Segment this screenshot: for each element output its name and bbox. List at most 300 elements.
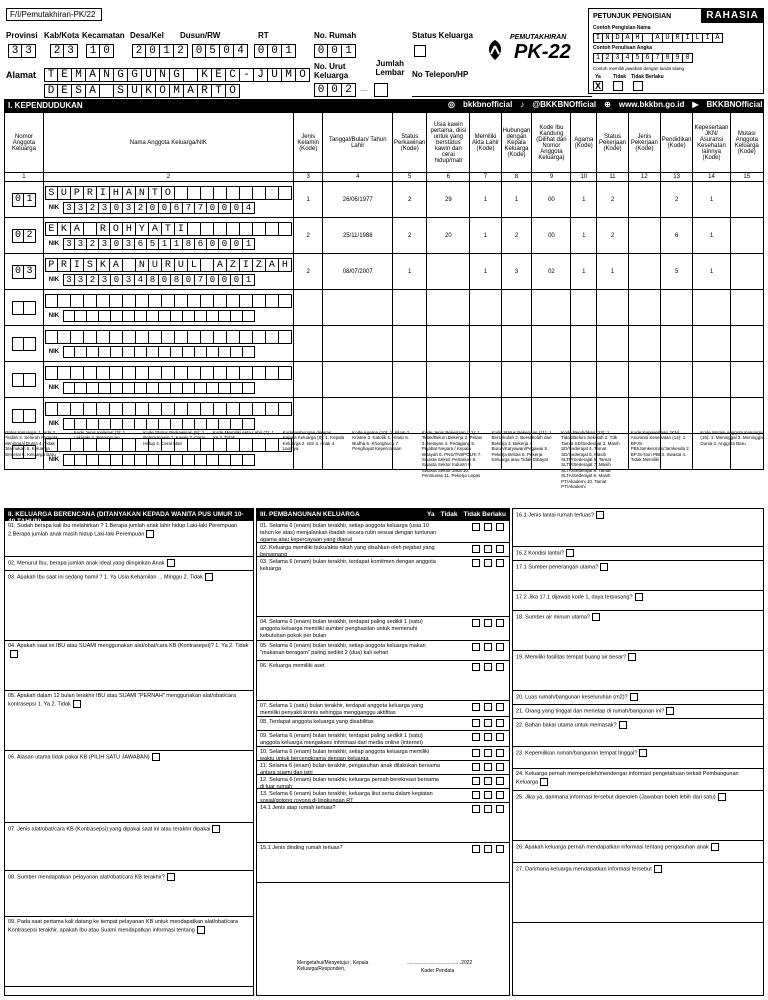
nik-cell: 3 <box>123 202 135 214</box>
nik-cell <box>87 418 99 430</box>
name-cell <box>266 294 279 308</box>
cell-agama[interactable] <box>571 326 597 362</box>
cell-mutasi[interactable] <box>730 218 764 254</box>
norumah-label: No. Rumah <box>314 31 357 40</box>
answer-checkbox[interactable] <box>472 845 480 853</box>
answer-checkbox[interactable] <box>484 777 492 785</box>
nik-field[interactable] <box>63 202 255 214</box>
answer-checkbox[interactable] <box>484 703 492 711</box>
col-header: Status Perkawinan (Kode) <box>393 113 427 173</box>
name-field[interactable] <box>45 186 292 200</box>
answer-checkbox[interactable] <box>472 643 480 651</box>
cell-ibu[interactable]: 00 <box>532 218 571 254</box>
name-cell <box>253 402 266 416</box>
cell-jkn[interactable] <box>693 290 730 326</box>
name-field[interactable] <box>45 294 292 308</box>
cell-pendidikan[interactable] <box>660 398 693 434</box>
cell-jenis_kerja[interactable] <box>628 326 660 362</box>
nik-field[interactable] <box>63 418 255 430</box>
name-cell <box>175 330 188 344</box>
cell-agama[interactable] <box>571 290 597 326</box>
tiktok-icon: ♪ <box>520 100 525 109</box>
answer-checkbox[interactable] <box>146 530 154 538</box>
cell-ibu[interactable]: 00 <box>532 182 571 218</box>
anggota-number-field[interactable] <box>6 373 42 387</box>
answer-checkbox[interactable] <box>496 523 504 531</box>
cell-hub[interactable] <box>501 326 532 362</box>
cell-mutasi[interactable] <box>730 182 764 218</box>
answer-checkbox[interactable] <box>619 721 627 729</box>
alamat-cell: A <box>86 68 100 82</box>
cell-usia[interactable] <box>427 398 470 434</box>
contoh-angka-cell: 9 <box>673 53 683 63</box>
cell-kawin[interactable] <box>393 326 427 362</box>
cell-agama[interactable] <box>571 398 597 434</box>
answer-checkbox[interactable] <box>566 549 574 557</box>
kecamatan-field[interactable]: 1 0 <box>86 44 114 58</box>
jumlah-lembar-box[interactable] <box>374 83 388 97</box>
nik-cell <box>123 382 135 394</box>
cell-usia[interactable] <box>427 362 470 398</box>
rt-field[interactable]: 0 0 1 <box>254 44 296 58</box>
name-cell <box>227 366 240 380</box>
nik-cell <box>123 310 135 322</box>
contoh-box-tidak <box>613 81 623 91</box>
notelp-field[interactable] <box>412 96 592 97</box>
name-cell <box>149 330 162 344</box>
answer-checkbox[interactable] <box>484 663 492 671</box>
cell-pendidikan[interactable] <box>660 326 693 362</box>
answer-checkbox[interactable] <box>167 873 175 881</box>
name-field[interactable] <box>45 402 292 416</box>
answer-checkbox[interactable] <box>472 777 480 785</box>
name-cell <box>123 330 136 344</box>
section3 <box>256 508 510 996</box>
nik-cell: 0 <box>147 202 159 214</box>
cell-tgl[interactable] <box>323 398 393 434</box>
nik-field[interactable] <box>63 274 255 286</box>
name-cell <box>97 294 110 308</box>
alamat-cell: T <box>44 68 58 82</box>
cell-status_kerja[interactable]: 2 <box>597 218 629 254</box>
cell-status_kerja[interactable]: 2 <box>597 182 629 218</box>
name-cell <box>279 186 292 200</box>
legend-item: Kode Pendidikan (13): 1. Tidak/Belum Sekolah 2. Tdk Tamat SD/Sederajat 3. Masih SD/Sederajat 4. Tamat SD/Sederajat 5. Masih SLTP/Sederajat 6. Tamat SLTP/Sederajat 7. Masih SLTA/Sederajat 8. Tamat SLTA/Sederajat 9. Masih PT/Akademi 10. Tamat PT/Akademi <box>561 430 620 489</box>
answer-checkbox[interactable] <box>592 613 600 621</box>
answer-checkbox[interactable] <box>496 749 504 757</box>
nik-field[interactable] <box>63 346 255 358</box>
cell-akta[interactable]: 1 <box>470 218 501 254</box>
name-cell <box>162 366 175 380</box>
answer-checkbox[interactable] <box>152 753 160 761</box>
cell-jk[interactable] <box>293 326 323 362</box>
nik-cell: 2 <box>135 202 147 214</box>
name-cell: H <box>279 258 292 272</box>
answer-checkbox[interactable] <box>496 619 504 627</box>
answer-checkbox[interactable] <box>205 573 213 581</box>
name-cell: A <box>149 222 162 236</box>
answer-checkbox[interactable] <box>472 719 480 727</box>
cell-agama[interactable]: 1 <box>571 218 597 254</box>
answer-checkbox[interactable] <box>496 777 504 785</box>
answer-checkbox[interactable] <box>472 805 480 813</box>
cell-jenis_kerja[interactable] <box>628 362 660 398</box>
name-cell <box>214 366 227 380</box>
answer-checkbox[interactable] <box>472 545 480 553</box>
name-cell <box>240 366 253 380</box>
cell-akta[interactable] <box>470 398 501 434</box>
kb-question <box>5 871 253 917</box>
answer-checkbox[interactable] <box>635 593 643 601</box>
nik-field[interactable] <box>63 310 255 322</box>
cell-pendidikan[interactable] <box>660 362 693 398</box>
rt-label: RT <box>258 31 269 40</box>
instagram-icon: ◎ <box>448 100 455 109</box>
cell-status_kerja[interactable] <box>597 290 629 326</box>
nik-cell <box>99 310 111 322</box>
answer-checkbox[interactable] <box>73 700 81 708</box>
anggota-number-field[interactable] <box>6 265 42 279</box>
answer-checkbox[interactable] <box>484 643 492 651</box>
col-header: Jenis Pekerjaan (Kode) <box>628 113 660 173</box>
alamat-cell: K <box>198 68 212 82</box>
cell-jkn[interactable]: 1 <box>693 254 730 290</box>
cell-akta[interactable]: 1 <box>470 254 501 290</box>
cell-jkn[interactable] <box>693 362 730 398</box>
answer-checkbox[interactable] <box>212 825 220 833</box>
norumah-field[interactable]: 0 0 1 <box>314 44 356 58</box>
desa-field[interactable]: 2 0 1 2 <box>132 44 188 58</box>
contoh-angka-cell: 5 <box>633 53 643 63</box>
cell-ibu[interactable]: 02 <box>532 254 571 290</box>
cell-agama[interactable]: 1 <box>571 254 597 290</box>
cell-hub[interactable]: 1 <box>501 182 532 218</box>
cell-pendidikan[interactable] <box>660 290 693 326</box>
name-cell: N <box>136 186 149 200</box>
table-row <box>5 362 764 398</box>
nik-cell <box>147 418 159 430</box>
answer-checkbox[interactable] <box>472 749 480 757</box>
contoh-angka-cells <box>593 53 693 63</box>
cell-ibu[interactable] <box>532 326 571 362</box>
name-cell: U <box>175 258 188 272</box>
pk-question <box>257 617 509 641</box>
cell-hub[interactable] <box>501 398 532 434</box>
nik-cell <box>63 418 75 430</box>
kabkota-field[interactable]: 2 3 <box>50 44 78 58</box>
answer-checkbox[interactable] <box>496 643 504 651</box>
cell-kawin[interactable] <box>393 398 427 434</box>
nik-cell <box>171 346 183 358</box>
kb-question <box>5 557 253 571</box>
cell-usia[interactable] <box>427 254 470 290</box>
name-cell <box>253 366 266 380</box>
cell-jenis_kerja[interactable] <box>628 182 660 218</box>
answer-checkbox[interactable] <box>484 523 492 531</box>
nik-cell <box>75 346 87 358</box>
nik-cell: 3 <box>123 238 135 250</box>
cell-jk[interactable]: 2 <box>293 218 323 254</box>
nik-label: NIK <box>48 348 60 355</box>
nik-cell <box>147 346 159 358</box>
answer-checkbox[interactable] <box>472 619 480 627</box>
answer-checkbox[interactable] <box>167 559 175 567</box>
name-cell <box>266 366 279 380</box>
name-field[interactable] <box>45 366 292 380</box>
cell-akta[interactable] <box>470 290 501 326</box>
cell-pendidikan[interactable]: 5 <box>660 254 693 290</box>
pk-question <box>257 543 509 557</box>
cell-jkn[interactable] <box>693 326 730 362</box>
cell-ibu[interactable] <box>532 398 571 434</box>
ya-label: Ya <box>595 74 601 80</box>
name-cell <box>110 330 123 344</box>
alamat-line1[interactable] <box>44 68 310 82</box>
cell-jk[interactable]: 1 <box>293 182 323 218</box>
cell-jkn[interactable]: 1 <box>693 182 730 218</box>
pk-question <box>257 521 509 543</box>
cell-jk[interactable] <box>293 362 323 398</box>
dusun-field[interactable]: 0 5 0 4 <box>192 44 248 58</box>
nik-cell: 8 <box>171 274 183 286</box>
cell-mutasi[interactable] <box>730 290 764 326</box>
answer-checkbox[interactable] <box>630 693 638 701</box>
nik-cell <box>99 346 111 358</box>
answer-checkbox[interactable] <box>197 926 205 934</box>
cell-jkn[interactable]: 1 <box>693 218 730 254</box>
cell-jenis_kerja[interactable] <box>628 290 660 326</box>
answer-checkbox[interactable] <box>10 650 18 658</box>
col-number: 1 <box>5 173 44 182</box>
cell-status_kerja[interactable] <box>597 362 629 398</box>
cell-jk[interactable] <box>293 290 323 326</box>
col-header: Agama (Kode) <box>571 113 597 173</box>
anggota-number-field[interactable] <box>6 229 42 243</box>
nik-cell: 1 <box>171 238 183 250</box>
signature-label: Mengetahui/Menyetujui : Kepala Keluarga/Responden, <box>297 960 369 972</box>
kb-question <box>5 917 253 987</box>
answer-checkbox[interactable] <box>711 843 719 851</box>
answer-checkbox[interactable] <box>496 791 504 799</box>
nik-cell <box>135 310 147 322</box>
answer-checkbox[interactable] <box>472 559 480 567</box>
cell-jkn[interactable] <box>693 398 730 434</box>
answer-checkbox[interactable] <box>496 845 504 853</box>
answer-checkbox[interactable] <box>666 707 674 715</box>
answer-checkbox[interactable] <box>484 545 492 553</box>
answer-checkbox[interactable] <box>472 703 480 711</box>
answer-checkbox[interactable] <box>484 719 492 727</box>
nik-cell <box>63 346 75 358</box>
answer-checkbox[interactable] <box>496 703 504 711</box>
cell-status_kerja[interactable] <box>597 326 629 362</box>
answer-checkbox[interactable] <box>484 749 492 757</box>
answer-checkbox[interactable] <box>654 865 662 873</box>
alamat-cell: E <box>58 68 72 82</box>
number-cell: 0 <box>12 265 24 279</box>
cell-agama[interactable] <box>571 362 597 398</box>
status-keluarga-box[interactable] <box>414 45 426 57</box>
answer-checkbox[interactable] <box>472 763 480 771</box>
anggota-number-field[interactable] <box>6 193 42 207</box>
answer-checkbox[interactable] <box>628 653 636 661</box>
contoh-angka-cell: 0 <box>683 53 693 63</box>
answer-checkbox[interactable] <box>484 805 492 813</box>
cell-tgl[interactable]: 08/07/2007 <box>323 254 393 290</box>
answer-checkbox[interactable] <box>639 749 647 757</box>
nik-cell <box>171 382 183 394</box>
nik-cell: 6 <box>171 202 183 214</box>
cell-usia[interactable] <box>427 326 470 362</box>
cell-usia[interactable]: 29 <box>427 182 470 218</box>
nik-cell <box>195 382 207 394</box>
col-number: 15 <box>730 173 764 182</box>
nik-cell <box>111 346 123 358</box>
anggota-number-field[interactable] <box>6 409 42 423</box>
name-cell: I <box>175 222 188 236</box>
name-cell: U <box>149 258 162 272</box>
name-cell <box>45 402 58 416</box>
answer-checkbox[interactable] <box>496 733 504 741</box>
answer-checkbox[interactable] <box>596 511 604 519</box>
cell-usia[interactable]: 20 <box>427 218 470 254</box>
cell-tgl[interactable]: 26/06/1977 <box>323 182 393 218</box>
pk-question <box>257 557 509 617</box>
housing-question-text: 22. Bahan bakar utama untuk memasak? <box>516 722 617 729</box>
nourut-field[interactable]: 0 0 2 <box>314 83 356 97</box>
alamat-cell: M <box>282 68 296 82</box>
cell-tgl[interactable]: 25/11/1988 <box>323 218 393 254</box>
pk-question-text: 11. Selama 6 (enam) bulan terakhir, pengasuhan anak dilakukan bersama antara suami dan istri <box>260 763 440 776</box>
answer-checkbox[interactable] <box>496 559 504 567</box>
name-cell <box>266 402 279 416</box>
answer-checkbox[interactable] <box>496 805 504 813</box>
kb-question <box>5 521 253 557</box>
cell-kawin[interactable]: 2 <box>393 218 427 254</box>
cell-status_kerja[interactable]: 1 <box>597 254 629 290</box>
cell-jk[interactable]: 2 <box>293 254 323 290</box>
name-cell <box>227 222 240 236</box>
name-cell <box>201 222 214 236</box>
cell-jenis_kerja[interactable] <box>628 218 660 254</box>
name-cell: R <box>97 222 110 236</box>
name-cell: H <box>123 222 136 236</box>
name-cell <box>240 330 253 344</box>
alamat-cell: K <box>142 84 156 98</box>
answer-checkbox[interactable] <box>484 733 492 741</box>
cell-tgl[interactable] <box>323 326 393 362</box>
answer-checkbox[interactable] <box>496 545 504 553</box>
cell-pendidikan[interactable]: 2 <box>660 182 693 218</box>
cell-mutasi[interactable] <box>730 326 764 362</box>
answer-checkbox[interactable] <box>472 791 480 799</box>
alamat-cell: N <box>156 68 170 82</box>
name-cell: O <box>110 222 123 236</box>
cell-hub[interactable] <box>501 290 532 326</box>
cell-kawin[interactable]: 2 <box>393 182 427 218</box>
cell-kawin[interactable] <box>393 290 427 326</box>
contoh-nama-cell: A <box>653 33 663 43</box>
alamat-cell: U <box>142 68 156 82</box>
number-cell <box>24 301 36 315</box>
answer-checkbox[interactable] <box>484 619 492 627</box>
answer-checkbox[interactable] <box>496 763 504 771</box>
name-field[interactable] <box>45 330 292 344</box>
answer-checkbox[interactable] <box>496 663 504 671</box>
answer-checkbox[interactable] <box>484 559 492 567</box>
cell-ibu[interactable] <box>532 290 571 326</box>
answer-checkbox[interactable] <box>540 778 548 786</box>
cell-status_kerja[interactable] <box>597 398 629 434</box>
alamat-cell: T <box>212 84 226 98</box>
cell-tgl[interactable] <box>323 362 393 398</box>
name-cell <box>97 366 110 380</box>
name-cell <box>188 402 201 416</box>
answer-checkbox[interactable] <box>718 793 726 801</box>
nik-cell: 6 <box>195 238 207 250</box>
answer-checkbox[interactable] <box>472 733 480 741</box>
cell-hub[interactable] <box>501 362 532 398</box>
cell-usia[interactable] <box>427 290 470 326</box>
nik-cell: 3 <box>63 274 75 286</box>
nik-field[interactable] <box>63 382 255 394</box>
cell-hub[interactable]: 3 <box>501 254 532 290</box>
cell-mutasi[interactable] <box>730 398 764 434</box>
name-field[interactable] <box>45 258 292 272</box>
anggota-number-field[interactable] <box>6 337 42 351</box>
cell-tgl[interactable] <box>323 290 393 326</box>
pk-question <box>257 641 509 661</box>
cell-pendidikan[interactable]: 6 <box>660 218 693 254</box>
kb-question-text: 02. Menurut Ibu, berapa jumlah anak ideal yang diinginkan Anak <box>8 560 165 567</box>
cell-akta[interactable]: 1 <box>470 182 501 218</box>
pk-question-text: 07. Selama 1 (satu) bulan terakhir, terdapat anggota keluarga yang memiliki penyakit kronis sehingga mengganggu aktifitas <box>260 703 424 716</box>
cell-kawin[interactable] <box>393 362 427 398</box>
cell-mutasi[interactable] <box>730 362 764 398</box>
cell-jenis_kerja[interactable] <box>628 254 660 290</box>
answer-checkbox[interactable] <box>484 763 492 771</box>
nik-cell <box>219 418 231 430</box>
cell-hub[interactable]: 2 <box>501 218 532 254</box>
alamat-line2[interactable] <box>44 84 240 98</box>
nik-cell <box>183 418 195 430</box>
nik-field[interactable] <box>63 238 255 250</box>
answer-checkbox[interactable] <box>472 663 480 671</box>
cell-mutasi[interactable] <box>730 254 764 290</box>
legend-item: Kode Hubungan dengan Kepala Keluarga (8): 1. Kepala Keluarga 2. Istri 3. Anak 4. Lainnya <box>282 430 345 452</box>
answer-checkbox[interactable] <box>600 563 608 571</box>
answer-checkbox[interactable] <box>472 523 480 531</box>
cell-jenis_kerja[interactable] <box>628 398 660 434</box>
provinsi-field[interactable]: 3 3 <box>8 44 36 58</box>
cell-jk[interactable] <box>293 398 323 434</box>
cell-akta[interactable] <box>470 362 501 398</box>
cell-agama[interactable]: 1 <box>571 182 597 218</box>
anggota-number-field[interactable] <box>6 301 42 315</box>
cell-kawin[interactable]: 1 <box>393 254 427 290</box>
name-cell <box>58 294 71 308</box>
table-row <box>5 182 764 218</box>
name-cell <box>240 222 253 236</box>
cell-ibu[interactable] <box>532 362 571 398</box>
answer-checkbox[interactable] <box>496 719 504 727</box>
answer-checkbox[interactable] <box>484 791 492 799</box>
nik-cell <box>99 418 111 430</box>
answer-checkbox[interactable] <box>484 845 492 853</box>
cell-akta[interactable] <box>470 326 501 362</box>
name-field[interactable] <box>45 222 292 236</box>
name-cell <box>175 294 188 308</box>
